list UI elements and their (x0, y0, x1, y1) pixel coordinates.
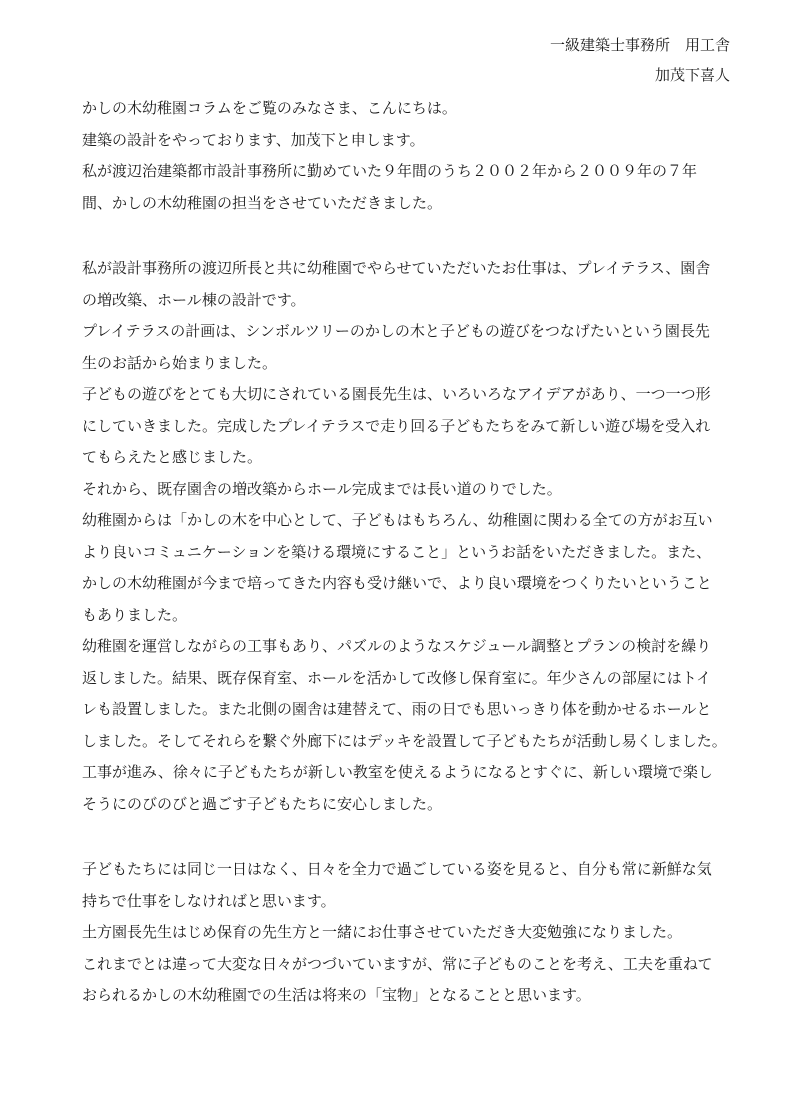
text-line: 持ちで仕事をしなければと思います。 (82, 891, 336, 910)
letter-header (550, 30, 730, 90)
text-line: かしの木幼稚園が今まで培ってきた内容も受け継いで、より良い環境をつくりたいということ (82, 574, 712, 592)
paragraph-gap (82, 219, 742, 253)
text-line: 工事が進み、徐々に子どもたちが新しい教室を使えるようになるとすぐに、新しい環境で楽し (82, 763, 713, 781)
text-line: 返しました。結果、既存保育室、ホールを活かして改修し保育室に。年少さんの部屋にはトイ (82, 668, 711, 687)
text-line: 私が設計事務所の渡辺所長と共に幼稚園でやらせていただいたお仕事は、プレイテラス、園舎 (82, 259, 711, 277)
paragraph-gap (82, 820, 742, 854)
letter-body (82, 93, 742, 1012)
author-name: 加茂下喜人 (654, 66, 730, 84)
text-line: 私が渡辺治建築都市設計事務所に勤めていた９年間のうち２００２年から２００９年の７年 (82, 162, 698, 180)
text-line: もありました。 (82, 605, 188, 624)
text-line: 土方園長先生はじめ保育の先生方と一緒にお仕事させていただき大変勉強になりました。 (82, 923, 683, 941)
office-name: 一級建築士事務所 用工舎 (549, 36, 730, 54)
paragraph-intro (82, 93, 742, 219)
text-line: にしていきました。完成したプレイテラスで走り回る子どもたちをみて新しい遊び場を受入れ (82, 416, 711, 435)
text-line: 子どもの遊びをとても大切にされている園長先生は、いろいろなアイデアがあり、一つ一つ形 (82, 385, 711, 403)
text-line: かしの木幼稚園コラムをご覧のみなさま、こんにちは。 (82, 99, 457, 117)
text-line: それから、既存園舎の増改築からホール完成までは長い道のりでした。 (82, 479, 562, 498)
text-line: しました。そしてそれらを繋ぐ外廊下にはデッキを設置して子どもたちが活動し易くしました。 (82, 731, 727, 750)
text-line: プレイテラスの計画は、シンボルツリーのかしの木と子どもの遊びをつなげたいという園長先 (82, 322, 710, 340)
text-line: おられるかしの木幼稚園での生活は将来の「宝物」となることと思います。 (82, 986, 591, 1004)
paragraph-projects (82, 253, 742, 820)
text-line: 子どもたちには同じ一日はなく、日々を全力で過ごしている姿を見ると、自分も常に新鮮な気 (82, 860, 712, 878)
text-line: 幼稚園を運営しながらの工事もあり、パズルのようなスケジュール調整とプランの検討を繰り (82, 637, 712, 655)
text-line: そうにのびのびと過ごす子どもたちに安心しました。 (82, 794, 443, 813)
text-line: の増改築、ホール棟の設計です。 (82, 290, 306, 309)
text-line: レも設置しました。また北側の園舎は建替えて、雨の日でも思いっきり体を動かせるホールと (82, 700, 712, 718)
text-line: より良いコミュニケーションを築ける環境にすること」というお話をいただきました。また、 (82, 542, 712, 561)
text-line: 幼稚園からは「かしの木を中心として、子どもはもちろん、幼稚園に関わる全ての方がお互い (82, 511, 713, 529)
paragraph-closing (82, 854, 742, 1012)
text-line: てもらえたと感じました。 (82, 448, 263, 466)
text-line: 生のお話から始まりました。 (82, 353, 278, 372)
text-line: これまでとは違って大変な日々がつづいていますが、常に子どものことを考え、工夫を重ねて (82, 954, 713, 973)
text-line: 間、かしの木幼稚園の担当をさせていただきました。 (82, 193, 443, 212)
text-line: 建築の設計をやっております、加茂下と申します。 (82, 130, 425, 149)
